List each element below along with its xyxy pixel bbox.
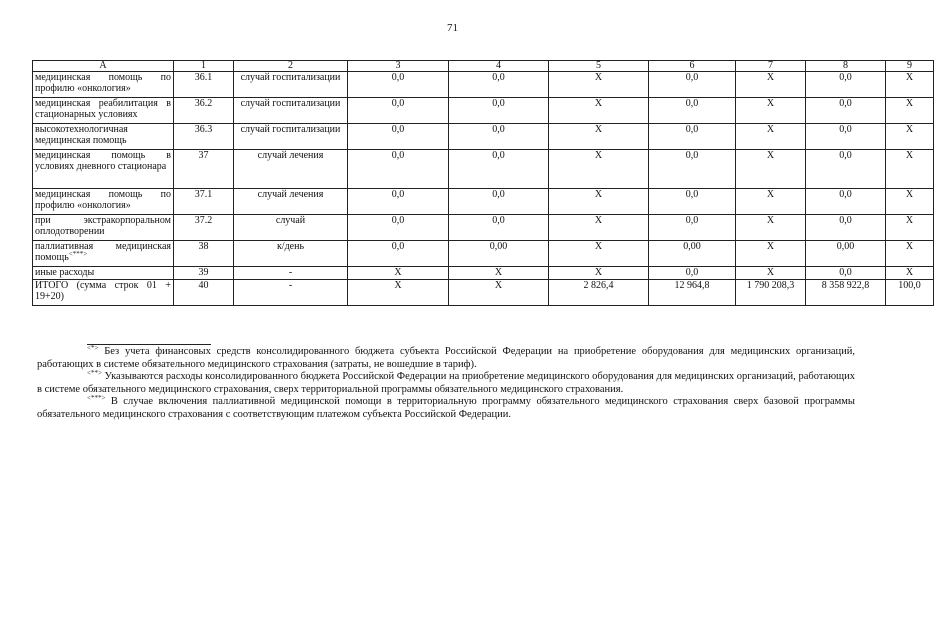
footnote-text: Без учета финансовых средств консолидированного бюджета субъекта Российской Федерации на приобретение оборудования для медицинских организаций, работающих в системе обязательного медицинского страхования (затраты, не вошедшие в тариф).: [37, 346, 855, 370]
column-header: 8: [806, 61, 886, 72]
cell-col-8-text: 0,0: [839, 150, 852, 161]
row-code-text: 39: [198, 267, 209, 278]
row-unit-text: к/день: [276, 241, 305, 252]
cell-col-3-text: 0,0: [391, 241, 405, 252]
table-row: [33, 280, 934, 306]
cell-col-6: [649, 280, 736, 306]
row-code: [174, 215, 234, 241]
cell-col-8: [806, 98, 886, 124]
cell-col-6: [649, 215, 736, 241]
cell-col-6-text: 0,0: [685, 267, 699, 278]
cell-col-4-text: 0,0: [492, 98, 505, 109]
cell-col-5-text: 2 826,4: [583, 280, 614, 291]
cell-col-6-text: 0,0: [685, 215, 699, 226]
cell-col-6: [649, 124, 736, 150]
cell-col-6-text: 0,0: [685, 72, 699, 83]
cell-col-3-text: 0,0: [391, 72, 405, 83]
row-unit-text: -: [288, 280, 293, 291]
cell-col-3-text: Х: [394, 280, 402, 291]
cell-col-8-text: 8 358 922,8: [821, 280, 870, 291]
row-name-text: высокотехнологичная медицинская помощь: [35, 124, 128, 146]
cell-col-3: [348, 124, 449, 150]
row-name: [33, 280, 174, 306]
cell-col-7-text: Х: [766, 150, 775, 161]
cell-col-7: [736, 280, 806, 306]
footnote-mark: <***>: [87, 394, 106, 402]
cell-col-7: [736, 150, 806, 189]
cell-col-6-text: 12 964,8: [674, 280, 710, 291]
row-unit: [234, 215, 348, 241]
row-unit: [234, 72, 348, 98]
cell-col-8: [806, 124, 886, 150]
expenditure-table: [32, 60, 934, 306]
cell-col-6-text: 0,0: [685, 150, 699, 161]
cell-col-7-text: Х: [766, 124, 775, 135]
table-header-row: [33, 61, 934, 72]
row-name: [33, 267, 174, 280]
cell-col-3-text: 0,0: [391, 124, 405, 135]
cell-col-8-text: 0,0: [839, 215, 852, 226]
cell-col-8: [806, 280, 886, 306]
cell-col-5-text: Х: [594, 241, 603, 252]
cell-col-9-text: Х: [905, 241, 914, 252]
cell-col-4-text: 0,0: [492, 150, 505, 161]
cell-col-3: [348, 98, 449, 124]
footnote-mark: <**>: [87, 369, 102, 377]
cell-col-4: [449, 215, 549, 241]
row-unit-text: случай госпитализации: [240, 98, 341, 109]
cell-col-9: [886, 215, 934, 241]
column-header: А: [33, 61, 174, 72]
cell-col-3: [348, 189, 449, 215]
row-unit-text: случай госпитализации: [240, 124, 341, 135]
cell-col-7-text: Х: [766, 98, 775, 109]
cell-col-3: [348, 150, 449, 189]
footnote-text: Указываются расходы консолидированного бюджета Российской Федерации на приобретение медицинского оборудования для медицинских организаций, работающих в системе обязательного медицинского страхования, сверх территориальной программы обязательного медицинского страхования.: [37, 371, 855, 395]
column-header: 5: [549, 61, 649, 72]
row-unit: [234, 124, 348, 150]
cell-col-9: [886, 150, 934, 189]
table-row: [33, 150, 934, 189]
cell-col-9-text: Х: [905, 72, 914, 83]
row-code-text: 36.2: [194, 98, 213, 109]
cell-col-3: [348, 215, 449, 241]
row-unit: [234, 267, 348, 280]
cell-col-5: [549, 215, 649, 241]
cell-col-3-text: 0,0: [391, 215, 405, 226]
cell-col-6: [649, 72, 736, 98]
cell-col-9-text: Х: [905, 98, 914, 109]
footnote-text: В случае включения паллиативной медицинской помощи в территориальную программу обязательного медицинского страхования сверх базовой программы обязательного медицинского страхования с соответствующим платежом субъекта Российской Федерации.: [37, 396, 855, 420]
cell-col-9-text: Х: [905, 189, 914, 200]
row-code-text: 40: [198, 280, 209, 291]
cell-col-9-text: Х: [905, 215, 914, 226]
cell-col-7-text: Х: [766, 267, 775, 278]
row-unit: [234, 241, 348, 267]
row-code-text: 37.2: [194, 215, 213, 226]
cell-col-5: [549, 280, 649, 306]
cell-col-4: [449, 150, 549, 189]
cell-col-8: [806, 215, 886, 241]
cell-col-4: [449, 98, 549, 124]
cell-col-3-text: 0,0: [391, 150, 405, 161]
cell-col-4-text: Х: [494, 267, 503, 278]
cell-col-4-text: 0,00: [489, 241, 508, 252]
cell-col-7-text: Х: [766, 215, 775, 226]
column-header: 6: [649, 61, 736, 72]
table-row: [33, 267, 934, 280]
cell-col-8-text: 0,0: [839, 72, 852, 83]
row-name-text: медицинская помощь по профилю «онкология»: [35, 72, 171, 94]
column-header: 2: [234, 61, 348, 72]
cell-col-9: [886, 72, 934, 98]
row-unit-text: случай госпитализации: [240, 72, 341, 83]
table-row: [33, 189, 934, 215]
cell-col-9: [886, 280, 934, 306]
cell-col-6: [649, 98, 736, 124]
row-code: [174, 241, 234, 267]
cell-col-9: [886, 267, 934, 280]
cell-col-4-text: 0,0: [492, 124, 505, 135]
cell-col-8-text: 0,00: [836, 241, 855, 252]
cell-col-6: [649, 241, 736, 267]
cell-col-9: [886, 241, 934, 267]
cell-col-7-text: Х: [766, 241, 775, 252]
cell-col-3-text: 0,0: [391, 98, 405, 109]
row-code-text: 38: [198, 241, 209, 252]
row-code: [174, 72, 234, 98]
cell-col-6-text: 0,00: [683, 241, 701, 252]
cell-col-5: [549, 150, 649, 189]
row-name-text: медицинская помощь в условиях дневного стационара: [35, 150, 171, 172]
cell-col-4: [449, 189, 549, 215]
table-row: [33, 124, 934, 150]
cell-col-7: [736, 72, 806, 98]
cell-col-3-text: Х: [394, 267, 402, 278]
row-unit-text: случай лечения: [257, 189, 324, 200]
cell-col-9-text: 100,0: [898, 280, 921, 291]
column-header: 7: [736, 61, 806, 72]
column-header: 4: [449, 61, 549, 72]
row-code: [174, 124, 234, 150]
row-code-text: 36.3: [194, 124, 213, 135]
cell-col-8: [806, 241, 886, 267]
row-code: [174, 267, 234, 280]
cell-col-4: [449, 267, 549, 280]
cell-col-9-text: Х: [905, 150, 914, 161]
cell-col-5-text: Х: [594, 215, 603, 226]
cell-col-9: [886, 98, 934, 124]
cell-col-6-text: 0,0: [685, 98, 699, 109]
row-name-text: медицинская реабилитация в стационарных условиях: [35, 98, 171, 120]
row-unit-text: случай лечения: [257, 150, 324, 161]
cell-col-5-text: Х: [594, 124, 603, 135]
cell-col-8: [806, 150, 886, 189]
cell-col-5-text: Х: [594, 189, 603, 200]
cell-col-4-text: 0,0: [492, 189, 505, 200]
row-code-text: 37.1: [194, 189, 213, 200]
cell-col-4: [449, 72, 549, 98]
cell-col-5: [549, 72, 649, 98]
row-name: [33, 98, 174, 124]
row-code: [174, 280, 234, 306]
row-name-text: медицинская помощь по профилю «онкология»: [35, 189, 171, 211]
row-code: [174, 189, 234, 215]
row-unit: [234, 98, 348, 124]
footnote-reference: <***>: [68, 250, 88, 258]
cell-col-4: [449, 124, 549, 150]
row-name-text: ИТОГО (сумма строк 01 + 19+20): [35, 280, 171, 302]
cell-col-9: [886, 124, 934, 150]
row-unit: [234, 150, 348, 189]
cell-col-7-text: 1 790 208,3: [746, 280, 795, 291]
footnote-3: [37, 396, 855, 421]
footnote-mark: <*>: [87, 344, 99, 352]
footnote-separator: [87, 344, 211, 345]
row-name: [33, 124, 174, 150]
cell-col-7-text: Х: [766, 72, 775, 83]
cell-col-5-text: Х: [594, 150, 603, 161]
cell-col-7: [736, 215, 806, 241]
cell-col-6-text: 0,0: [685, 189, 699, 200]
row-name: [33, 150, 174, 189]
row-name: [33, 215, 174, 241]
row-code-text: 36.1: [194, 72, 213, 83]
cell-col-9: [886, 189, 934, 215]
cell-col-5: [549, 124, 649, 150]
cell-col-4-text: 0,0: [492, 72, 505, 83]
cell-col-5: [549, 241, 649, 267]
cell-col-4: [449, 280, 549, 306]
cell-col-9-text: Х: [905, 124, 914, 135]
row-name-text: при экстракорпоральном оплодотворении: [35, 215, 171, 237]
column-header: 1: [174, 61, 234, 72]
page-number: 71: [447, 22, 458, 34]
row-unit-text: случай: [275, 215, 306, 226]
cell-col-7: [736, 189, 806, 215]
cell-col-3: [348, 72, 449, 98]
cell-col-8: [806, 72, 886, 98]
table-row: [33, 72, 934, 98]
cell-col-3-text: 0,0: [391, 189, 405, 200]
cell-col-5: [549, 98, 649, 124]
cell-col-6: [649, 267, 736, 280]
cell-col-6: [649, 150, 736, 189]
cell-col-4-text: Х: [494, 280, 503, 291]
column-header: 3: [348, 61, 449, 72]
cell-col-8: [806, 189, 886, 215]
cell-col-5: [549, 189, 649, 215]
table-row: [33, 215, 934, 241]
cell-col-7: [736, 98, 806, 124]
cell-col-7: [736, 267, 806, 280]
cell-col-7: [736, 124, 806, 150]
row-unit: [234, 280, 348, 306]
row-name-text: иные расходы: [35, 267, 95, 278]
cell-col-3: [348, 267, 449, 280]
row-name-text: паллиативная медицинская помощь: [35, 241, 171, 263]
cell-col-8: [806, 267, 886, 280]
footnote-2: [37, 371, 855, 396]
row-unit: [234, 189, 348, 215]
row-code-text: 37: [198, 150, 209, 161]
row-name: [33, 72, 174, 98]
cell-col-9-text: Х: [905, 267, 914, 278]
row-name: [33, 241, 174, 267]
cell-col-8-text: 0,0: [839, 98, 852, 109]
cell-col-3: [348, 241, 449, 267]
cell-col-8-text: 0,0: [839, 267, 852, 278]
table-row: [33, 241, 934, 267]
table-row: [33, 98, 934, 124]
row-code: [174, 150, 234, 189]
cell-col-7: [736, 241, 806, 267]
row-code: [174, 98, 234, 124]
cell-col-8-text: 0,0: [839, 124, 852, 135]
cell-col-8-text: 0,0: [839, 189, 852, 200]
column-header: 9: [886, 61, 934, 72]
row-unit-text: -: [288, 267, 293, 278]
cell-col-6-text: 0,0: [685, 124, 699, 135]
footnote-1: [37, 346, 855, 371]
cell-col-6: [649, 189, 736, 215]
cell-col-5: [549, 267, 649, 280]
footnotes: [37, 346, 855, 421]
cell-col-5-text: Х: [594, 72, 603, 83]
cell-col-5-text: Х: [594, 98, 603, 109]
cell-col-7-text: Х: [766, 189, 775, 200]
cell-col-4-text: 0,0: [492, 215, 505, 226]
cell-col-5-text: Х: [594, 267, 603, 278]
row-name: [33, 189, 174, 215]
cell-col-4: [449, 241, 549, 267]
cell-col-3: [348, 280, 449, 306]
